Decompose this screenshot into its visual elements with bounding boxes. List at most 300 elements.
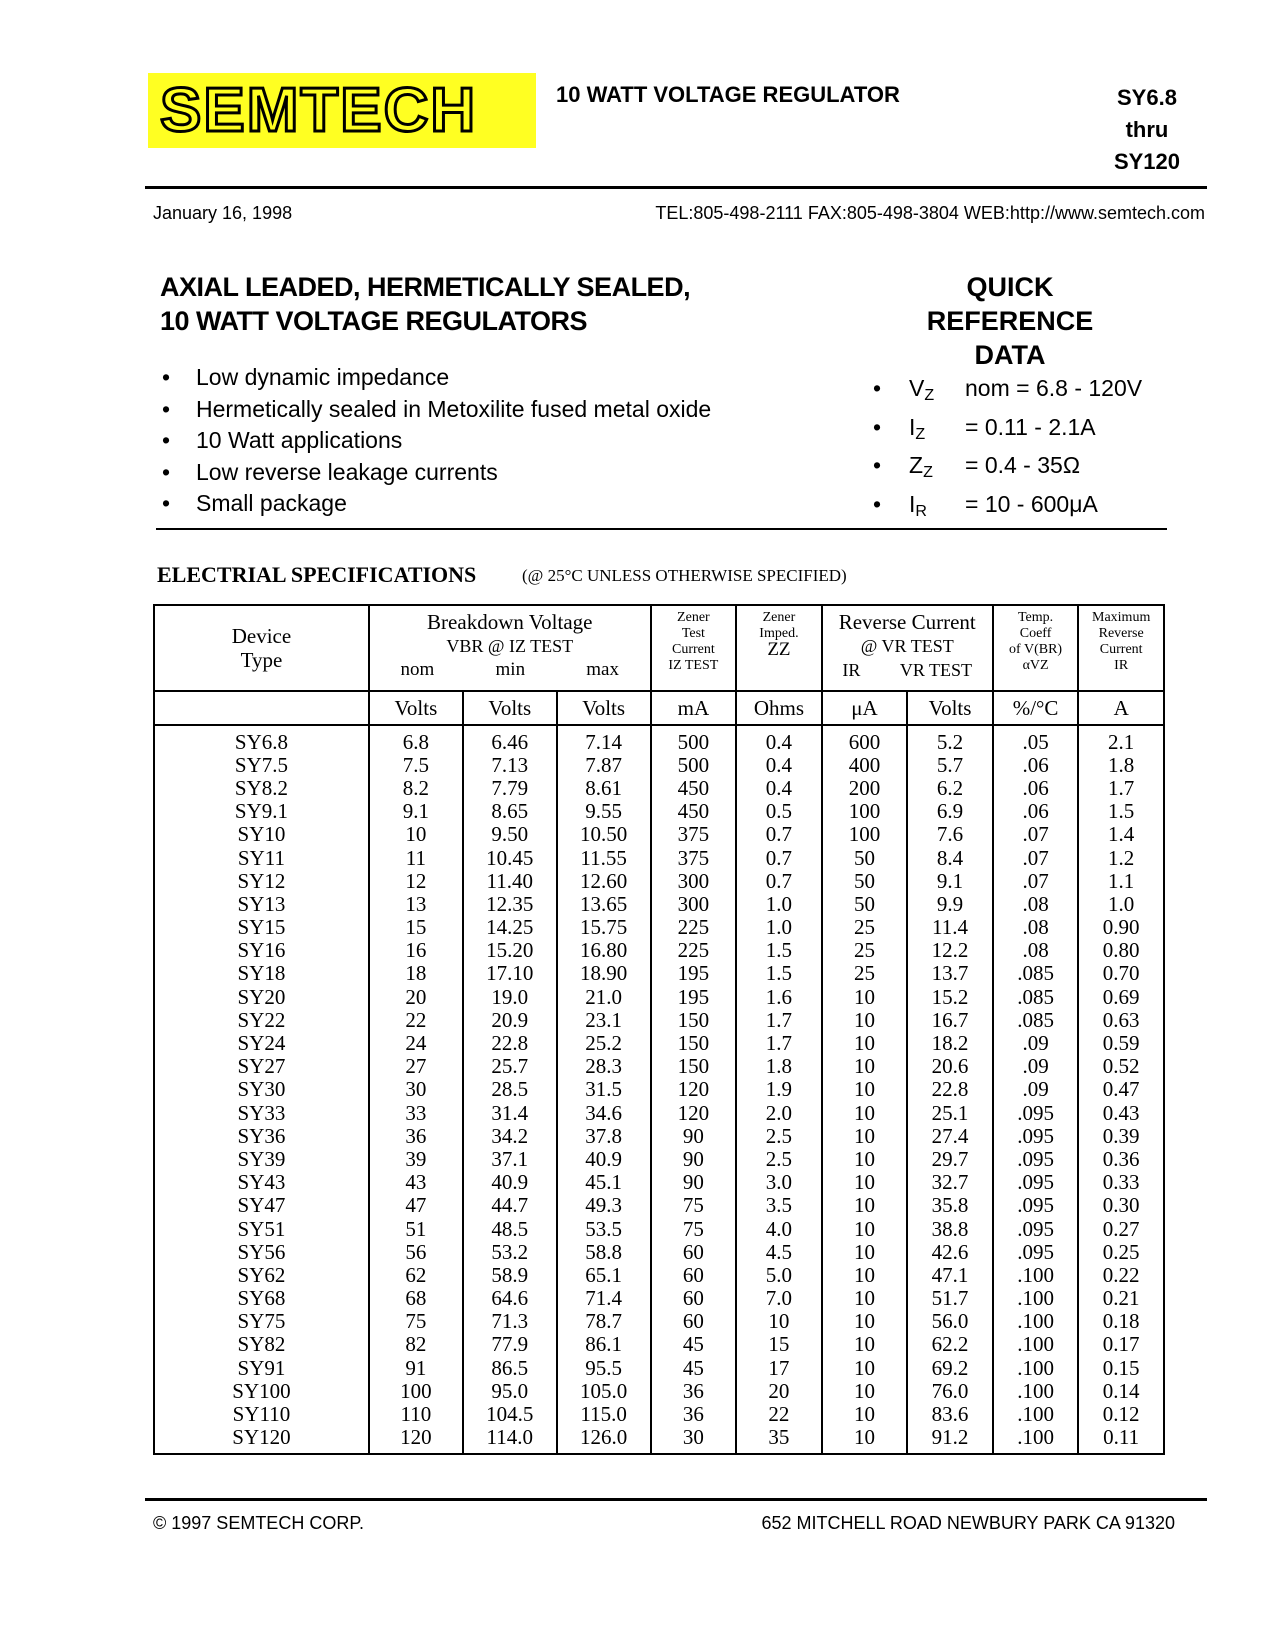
device-type-cell: SY100 <box>232 1378 291 1403</box>
table-row <box>154 1310 1164 1333</box>
table-cell: 12.2 <box>907 939 993 962</box>
table-row <box>154 823 1164 846</box>
table-cell: 300 <box>651 892 737 915</box>
table-cell: 20 <box>736 1379 822 1402</box>
table-cell: 40.9 <box>463 1171 557 1194</box>
device-type-cell: SY120 <box>232 1425 291 1450</box>
table-cell: 0.27 <box>1078 1217 1164 1240</box>
table-cell: 0.4 <box>736 776 822 799</box>
table-cell: 10 <box>822 1101 908 1124</box>
device-type-cell: SY22 <box>237 1007 286 1032</box>
table-row <box>154 725 1164 753</box>
table-cell: 10 <box>822 1055 908 1078</box>
table-cell: 9.50 <box>463 823 557 846</box>
table-cell: 6.8 <box>369 725 463 753</box>
table-cell: 90 <box>651 1124 737 1147</box>
table-cell: 35 <box>736 1426 822 1454</box>
table-cell: 10 <box>822 1310 908 1333</box>
col-breakdown-voltage: Breakdown Voltage VBR @ IZ TEST nom min max <box>369 605 651 691</box>
table-cell: 15.2 <box>907 985 993 1008</box>
table-cell: 2.1 <box>1078 725 1164 753</box>
table-cell: 12 <box>369 869 463 892</box>
table-cell: 62.2 <box>907 1333 993 1356</box>
table-cell: 10 <box>822 1356 908 1379</box>
table-cell: 44.7 <box>463 1194 557 1217</box>
table-cell: 450 <box>651 776 737 799</box>
table-cell: 1.7 <box>736 1031 822 1054</box>
quick-ref-item <box>873 450 1142 489</box>
quick-ref-symbol: Z <box>909 452 924 478</box>
table-cell: 1.4 <box>1078 823 1164 846</box>
table-cell: 18 <box>369 962 463 985</box>
quick-ref-item <box>873 373 1142 412</box>
table-header-row <box>154 605 1164 691</box>
unit-cell: mA <box>651 691 737 725</box>
table-row <box>154 939 1164 962</box>
feature-item: • 10 Watt applications <box>160 425 711 457</box>
table-cell: 38.8 <box>907 1217 993 1240</box>
table-cell: 53.2 <box>463 1240 557 1263</box>
col-zener-impedance: Zener Imped. ZZ <box>736 605 822 691</box>
table-cell: 91.2 <box>907 1426 993 1454</box>
table-cell: .100 <box>993 1402 1079 1425</box>
table-cell: 4.0 <box>736 1217 822 1240</box>
device-type-cell: SY11 <box>237 845 285 870</box>
table-cell: 60 <box>651 1263 737 1286</box>
table-cell: 11.4 <box>907 916 993 939</box>
table-cell: 25.7 <box>463 1055 557 1078</box>
table-cell: 11.40 <box>463 869 557 892</box>
table-cell: 0.52 <box>1078 1055 1164 1078</box>
table-cell: 375 <box>651 823 737 846</box>
table-cell: 15 <box>369 916 463 939</box>
table-cell: 23.1 <box>557 1008 651 1031</box>
table-cell: 0.25 <box>1078 1240 1164 1263</box>
table-cell: 100 <box>822 800 908 823</box>
table-cell: 16 <box>369 939 463 962</box>
table-cell: 8.61 <box>557 776 651 799</box>
table-cell: .100 <box>993 1356 1079 1379</box>
device-type-cell: SY43 <box>237 1170 286 1195</box>
table-cell: 10 <box>822 1031 908 1054</box>
device-type-cell: SY82 <box>237 1332 286 1357</box>
table-cell: 10 <box>822 1287 908 1310</box>
table-cell: 0.43 <box>1078 1101 1164 1124</box>
quick-reference-title-1: QUICK REFERENCE <box>926 272 1094 336</box>
table-cell: .095 <box>993 1101 1079 1124</box>
table-cell: 36 <box>651 1379 737 1402</box>
table-row <box>154 892 1164 915</box>
table-cell: 37.8 <box>557 1124 651 1147</box>
table-cell: 32.7 <box>907 1171 993 1194</box>
table-cell: 400 <box>822 753 908 776</box>
table-row <box>154 800 1164 823</box>
table-cell: .085 <box>993 1008 1079 1031</box>
table-cell: 10 <box>822 1263 908 1286</box>
table-cell: 53.5 <box>557 1217 651 1240</box>
table-cell: 16.80 <box>557 939 651 962</box>
table-cell: 10 <box>369 823 463 846</box>
table-cell: 2.0 <box>736 1101 822 1124</box>
device-type-cell: SY6.8 <box>234 729 289 754</box>
table-cell: 0.22 <box>1078 1263 1164 1286</box>
document-date: January 16, 1998 <box>153 203 293 223</box>
table-cell: 0.33 <box>1078 1171 1164 1194</box>
table-cell: .085 <box>993 962 1079 985</box>
device-type-cell: SY30 <box>237 1077 286 1102</box>
table-cell: 33 <box>369 1101 463 1124</box>
table-cell: 0.47 <box>1078 1078 1164 1101</box>
quick-ref-subscript: R <box>915 502 927 520</box>
device-type-cell: SY47 <box>237 1193 286 1218</box>
table-cell: .09 <box>993 1031 1079 1054</box>
table-cell: .06 <box>993 776 1079 799</box>
table-cell: 20 <box>369 985 463 1008</box>
table-cell: 1.5 <box>1078 800 1164 823</box>
table-cell: 10.50 <box>557 823 651 846</box>
table-cell: 25 <box>822 939 908 962</box>
table-row <box>154 1194 1164 1217</box>
table-cell: .06 <box>993 800 1079 823</box>
table-cell: .085 <box>993 985 1079 1008</box>
copyright: © 1997 SEMTECH CORP. <box>153 1513 364 1533</box>
table-cell: 10 <box>822 1379 908 1402</box>
table-cell: 104.5 <box>463 1402 557 1425</box>
table-cell: 29.7 <box>907 1147 993 1170</box>
electrical-specs-table <box>153 604 1165 1455</box>
table-cell: 0.7 <box>736 823 822 846</box>
feature-item: • Low reverse leakage currents <box>160 457 711 489</box>
table-cell: 69.2 <box>907 1356 993 1379</box>
specs-title: ELECTRIAL SPECIFICATIONS <box>157 562 477 587</box>
table-cell: 1.2 <box>1078 846 1164 869</box>
table-cell: 8.4 <box>907 846 993 869</box>
table-cell: 0.80 <box>1078 939 1164 962</box>
col-zener-test-current: Zener Test Current IZ TEST <box>651 605 737 691</box>
device-type-cell: SY68 <box>237 1286 286 1311</box>
table-cell: 90 <box>651 1171 737 1194</box>
table-cell: 10 <box>822 1008 908 1031</box>
table-cell: 10 <box>822 1240 908 1263</box>
table-units-row <box>154 691 1164 725</box>
table-cell: 375 <box>651 846 737 869</box>
table-cell: 2.5 <box>736 1124 822 1147</box>
device-type-cell: SY12 <box>237 868 286 893</box>
table-cell: 0.17 <box>1078 1333 1164 1356</box>
table-cell: 4.5 <box>736 1240 822 1263</box>
table-cell: 0.21 <box>1078 1287 1164 1310</box>
table-cell: 110 <box>369 1402 463 1425</box>
table-cell: 200 <box>822 776 908 799</box>
table-cell: 0.14 <box>1078 1379 1164 1402</box>
table-cell: .06 <box>993 753 1079 776</box>
table-cell: 225 <box>651 916 737 939</box>
feature-item: • Small package <box>160 488 711 520</box>
table-cell: 28.5 <box>463 1078 557 1101</box>
table-cell: 6.2 <box>907 776 993 799</box>
table-cell: 1.0 <box>1078 892 1164 915</box>
table-cell: 31.4 <box>463 1101 557 1124</box>
part-range-start: SY6.8 <box>1117 85 1177 110</box>
table-cell: 195 <box>651 985 737 1008</box>
table-cell: 75 <box>651 1194 737 1217</box>
table-cell: 35.8 <box>907 1194 993 1217</box>
table-cell: 27.4 <box>907 1124 993 1147</box>
contact-info: TEL:805-498-2111 FAX:805-498-3804 WEB:http://www.semtech.com <box>655 203 1205 223</box>
unit-cell: μA <box>822 691 908 725</box>
feature-list <box>160 362 711 520</box>
col-temp-coeff: Temp. Coeff of V(BR) αVZ <box>993 605 1079 691</box>
quick-ref-value: nom = 6.8 - 120V <box>965 375 1143 401</box>
table-cell: 31.5 <box>557 1078 651 1101</box>
table-cell: 10 <box>822 1333 908 1356</box>
table-row <box>154 846 1164 869</box>
quick-ref-item <box>873 412 1142 451</box>
table-cell: 0.70 <box>1078 962 1164 985</box>
table-cell: 10 <box>822 1078 908 1101</box>
table-cell: 51 <box>369 1217 463 1240</box>
table-cell: 9.9 <box>907 892 993 915</box>
table-cell: .08 <box>993 916 1079 939</box>
table-cell: 7.5 <box>369 753 463 776</box>
table-cell: 8.2 <box>369 776 463 799</box>
feature-item: • Low dynamic impedance <box>160 362 711 394</box>
table-row <box>154 1356 1164 1379</box>
table-cell: 105.0 <box>557 1379 651 1402</box>
table-row <box>154 1217 1164 1240</box>
col-device-type: Device Type <box>231 624 292 672</box>
table-cell: 1.1 <box>1078 869 1164 892</box>
device-type-cell: SY9.1 <box>234 799 289 824</box>
table-cell: 7.6 <box>907 823 993 846</box>
device-type-cell: SY110 <box>232 1402 291 1427</box>
table-cell: 10 <box>822 1124 908 1147</box>
quick-reference-title <box>880 270 1140 372</box>
table-cell: .095 <box>993 1217 1079 1240</box>
table-cell: 45 <box>651 1356 737 1379</box>
table-cell: 60 <box>651 1287 737 1310</box>
table-cell: 25.2 <box>557 1031 651 1054</box>
section-divider <box>156 528 1167 530</box>
table-cell: 83.6 <box>907 1402 993 1425</box>
table-cell: 51.7 <box>907 1287 993 1310</box>
table-cell: 82 <box>369 1333 463 1356</box>
table-cell: 0.7 <box>736 846 822 869</box>
quick-ref-item <box>873 489 1142 528</box>
unit-cell: %/°C <box>993 691 1079 725</box>
table-cell: 24 <box>369 1031 463 1054</box>
table-cell: .07 <box>993 823 1079 846</box>
table-cell: 75 <box>651 1217 737 1240</box>
table-cell: 100 <box>822 823 908 846</box>
table-cell: 126.0 <box>557 1426 651 1454</box>
table-cell: 195 <box>651 962 737 985</box>
table-cell: 25 <box>822 916 908 939</box>
part-range-end: SY120 <box>1113 149 1180 174</box>
table-cell: 10 <box>822 1402 908 1425</box>
table-cell: .100 <box>993 1426 1079 1454</box>
table-cell: .100 <box>993 1379 1079 1402</box>
table-cell: 6.46 <box>463 725 557 753</box>
table-cell: 0.4 <box>736 753 822 776</box>
quick-ref-symbol: I <box>909 490 916 517</box>
quick-ref-subscript: Z <box>924 387 935 404</box>
table-cell: 0.36 <box>1078 1147 1164 1170</box>
table-cell: 13.7 <box>907 962 993 985</box>
unit-cell: Volts <box>463 691 557 725</box>
table-cell: 30 <box>369 1078 463 1101</box>
table-cell: 36 <box>651 1402 737 1425</box>
table-cell: 1.0 <box>736 916 822 939</box>
table-cell: 120 <box>651 1078 737 1101</box>
table-cell: 43 <box>369 1171 463 1194</box>
table-cell: 500 <box>651 725 737 753</box>
table-cell: 7.14 <box>557 725 651 753</box>
table-cell: 9.55 <box>557 800 651 823</box>
table-cell: 25 <box>822 962 908 985</box>
table-row <box>154 869 1164 892</box>
table-cell: 22 <box>736 1402 822 1425</box>
document-title: 10 WATT VOLTAGE REGULATOR <box>556 82 900 107</box>
unit-cell <box>154 691 369 725</box>
device-type-cell: SY56 <box>237 1239 286 1264</box>
footer-divider <box>145 1498 1207 1501</box>
device-type-cell: SY39 <box>237 1146 286 1171</box>
table-cell: 27 <box>369 1055 463 1078</box>
table-cell: 17.10 <box>463 962 557 985</box>
table-cell: 48.5 <box>463 1217 557 1240</box>
table-cell: 58.8 <box>557 1240 651 1263</box>
table-cell: 2.5 <box>736 1147 822 1170</box>
table-cell: 450 <box>651 800 737 823</box>
table-cell: 1.8 <box>1078 753 1164 776</box>
table-cell: 95.0 <box>463 1379 557 1402</box>
table-cell: 22.8 <box>907 1078 993 1101</box>
table-cell: 7.87 <box>557 753 651 776</box>
unit-cell: Volts <box>557 691 651 725</box>
table-cell: 50 <box>822 892 908 915</box>
table-cell: 37.1 <box>463 1147 557 1170</box>
table-cell: 14.25 <box>463 916 557 939</box>
table-cell: 8.65 <box>463 800 557 823</box>
device-type-cell: SY16 <box>237 938 286 963</box>
table-cell: 114.0 <box>463 1426 557 1454</box>
part-range-thru: thru <box>1125 117 1169 142</box>
table-cell: .100 <box>993 1287 1079 1310</box>
unit-cell: Ohms <box>736 691 822 725</box>
table-row <box>154 1402 1164 1425</box>
logo-text: SEMTECH <box>160 76 478 145</box>
table-cell: 20.6 <box>907 1055 993 1078</box>
table-cell: .09 <box>993 1078 1079 1101</box>
table-cell: 5.0 <box>736 1263 822 1286</box>
table-cell: 3.5 <box>736 1194 822 1217</box>
quick-ref-value: = 0.11 - 2.1A <box>965 413 1096 440</box>
table-cell: 10 <box>822 1171 908 1194</box>
table-cell: 225 <box>651 939 737 962</box>
table-cell: 115.0 <box>557 1402 651 1425</box>
table-cell: .08 <box>993 939 1079 962</box>
quick-ref-symbol: V <box>909 375 925 401</box>
table-cell: 10 <box>822 1426 908 1454</box>
table-cell: 13 <box>369 892 463 915</box>
device-type-cell: SY7.5 <box>234 752 289 777</box>
table-cell: 16.7 <box>907 1008 993 1031</box>
device-type-cell: SY10 <box>237 822 286 847</box>
table-cell: 12.60 <box>557 869 651 892</box>
table-cell: 13.65 <box>557 892 651 915</box>
semtech-logo <box>148 73 536 148</box>
unit-cell: Volts <box>369 691 463 725</box>
device-type-cell: SY27 <box>237 1054 286 1079</box>
table-cell: 21.0 <box>557 985 651 1008</box>
device-type-cell: SY8.2 <box>234 775 289 800</box>
table-cell: 0.18 <box>1078 1310 1164 1333</box>
table-row <box>154 776 1164 799</box>
table-row <box>154 1008 1164 1031</box>
device-type-cell: SY13 <box>237 891 286 916</box>
device-type-cell: SY51 <box>237 1216 286 1241</box>
table-cell: .095 <box>993 1124 1079 1147</box>
table-cell: 600 <box>822 725 908 753</box>
table-cell: 3.0 <box>736 1171 822 1194</box>
device-type-cell: SY33 <box>237 1100 286 1125</box>
table-cell: 30 <box>651 1426 737 1454</box>
table-row <box>154 1333 1164 1356</box>
table-cell: 76.0 <box>907 1379 993 1402</box>
table-cell: 86.5 <box>463 1356 557 1379</box>
table-cell: .07 <box>993 846 1079 869</box>
table-cell: 15.75 <box>557 916 651 939</box>
table-row <box>154 1078 1164 1101</box>
table-cell: 78.7 <box>557 1310 651 1333</box>
table-cell: 1.9 <box>736 1078 822 1101</box>
table-cell: 11.55 <box>557 846 651 869</box>
table-cell: 1.7 <box>1078 776 1164 799</box>
table-cell: 10.45 <box>463 846 557 869</box>
table-cell: 47.1 <box>907 1263 993 1286</box>
table-cell: 500 <box>651 753 737 776</box>
table-row <box>154 1031 1164 1054</box>
table-cell: 62 <box>369 1263 463 1286</box>
table-cell: 34.6 <box>557 1101 651 1124</box>
table-cell: 15 <box>736 1333 822 1356</box>
table-row <box>154 985 1164 1008</box>
table-cell: 18.90 <box>557 962 651 985</box>
table-cell: .100 <box>993 1263 1079 1286</box>
table-cell: 75 <box>369 1310 463 1333</box>
table-cell: 18.2 <box>907 1031 993 1054</box>
table-cell: 10 <box>822 985 908 1008</box>
table-cell: 0.69 <box>1078 985 1164 1008</box>
table-cell: 10 <box>822 1217 908 1240</box>
table-cell: 150 <box>651 1008 737 1031</box>
quick-ref-symbol: I <box>909 413 916 440</box>
unit-cell: Volts <box>907 691 993 725</box>
table-cell: 47 <box>369 1194 463 1217</box>
table-cell: 20.9 <box>463 1008 557 1031</box>
table-row <box>154 962 1164 985</box>
table-row <box>154 1240 1164 1263</box>
table-cell: 0.59 <box>1078 1031 1164 1054</box>
table-row <box>154 1124 1164 1147</box>
table-cell: 5.7 <box>907 753 993 776</box>
table-cell: 42.6 <box>907 1240 993 1263</box>
table-cell: 12.35 <box>463 892 557 915</box>
table-cell: 7.13 <box>463 753 557 776</box>
table-body <box>154 725 1164 1454</box>
table-row <box>154 1379 1164 1402</box>
